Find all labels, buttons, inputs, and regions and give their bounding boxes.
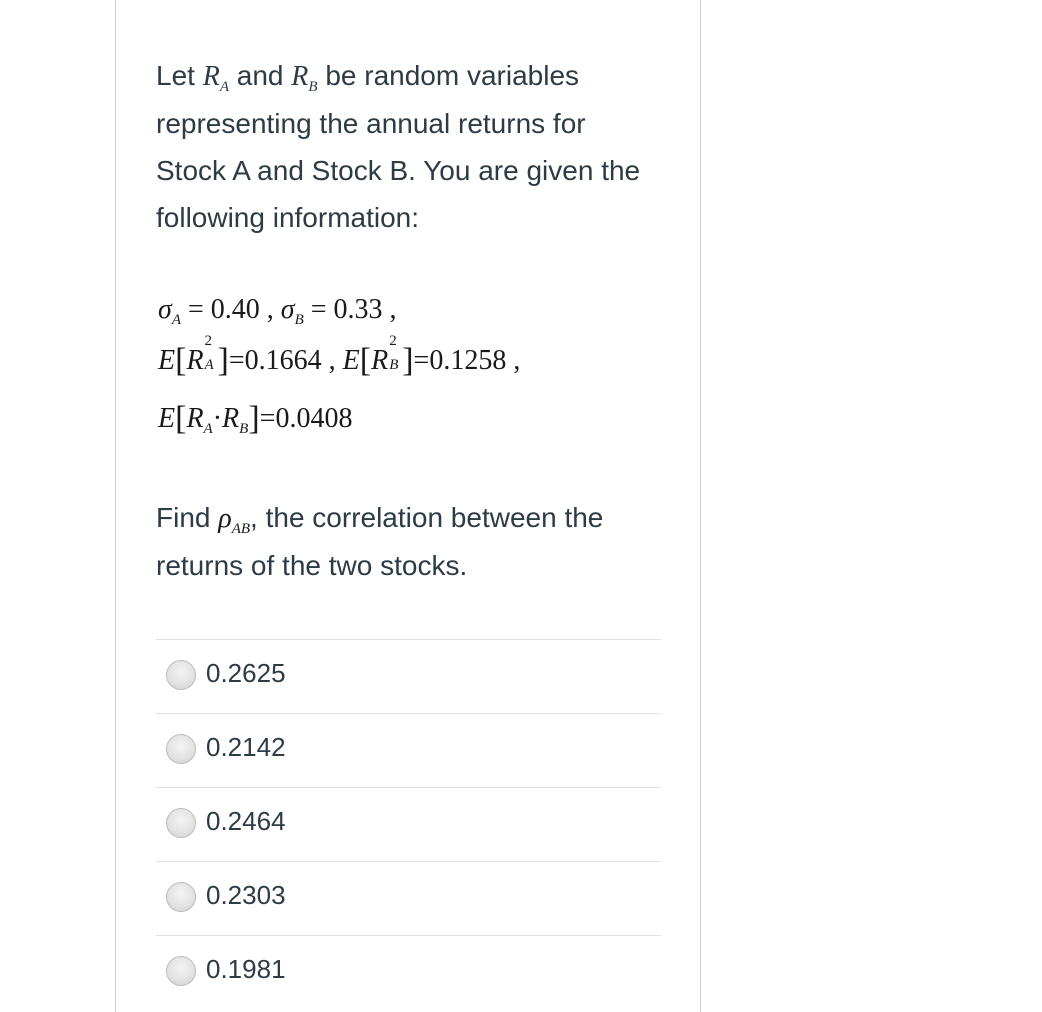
given-second-moments: E[R 2 A ]=0.1664 , E[R 2 B ]=0.1258 , xyxy=(158,333,521,379)
given-cross-moment: $E[R_A\cdot R_B]=0.0408$ xyxy=(158,400,353,437)
answer-option[interactable] xyxy=(156,861,661,935)
intro-text-3: be random variables representing the annual returns for Stock A and Stock B. You are given the following information: xyxy=(156,60,641,233)
ask-text-2: , the correlation between the returns of the two stocks. xyxy=(156,502,604,581)
var-R-B: $R_B$ xyxy=(291,61,318,95)
answer-label[interactable]: 0.2303 xyxy=(206,880,286,910)
answer-list xyxy=(156,639,661,1009)
radio-button[interactable] xyxy=(166,808,196,838)
answer-label[interactable]: 0.2625 xyxy=(206,658,286,688)
radio-button[interactable] xyxy=(166,660,196,690)
answer-label[interactable]: 0.2464 xyxy=(206,806,286,836)
answer-option[interactable] xyxy=(156,935,661,1009)
ask-text-1: Find xyxy=(156,502,219,533)
intro-text-2: and xyxy=(228,60,292,91)
radio-button[interactable] xyxy=(166,734,196,764)
radio-button[interactable] xyxy=(166,956,196,986)
radio-button[interactable] xyxy=(166,882,196,912)
question-ask xyxy=(156,494,656,589)
answer-label[interactable]: 0.2142 xyxy=(206,732,286,762)
answer-option[interactable] xyxy=(156,713,661,787)
given-sigmas: $\sigma_A = 0.40$ , $\sigma_B = 0.33$ , xyxy=(158,294,397,328)
intro-text-1: Let xyxy=(156,60,203,91)
answer-option[interactable] xyxy=(156,787,661,861)
answer-label[interactable]: 0.1981 xyxy=(206,954,286,984)
var-R-A: $R_A$ xyxy=(202,61,229,95)
rho-AB: $\rho_{AB}$ xyxy=(218,503,251,537)
question-intro xyxy=(156,52,656,241)
answer-option[interactable] xyxy=(156,639,661,713)
